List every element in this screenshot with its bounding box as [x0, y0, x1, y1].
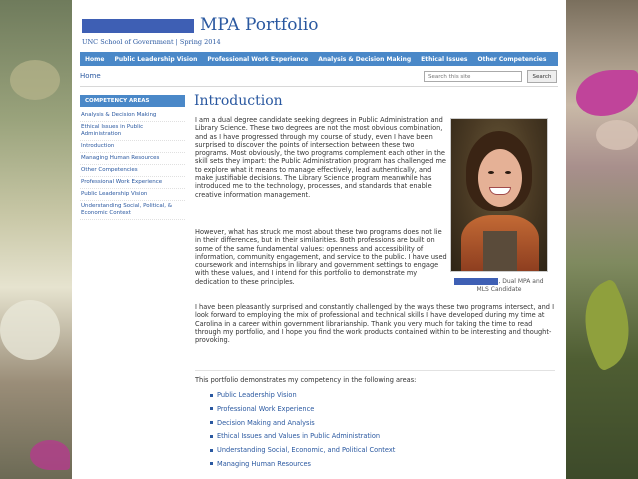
intro-paragraph: I am a dual degree candidate seeking degrees in Public Administration and Library Science. These two degrees are not the most obvious combination, and as I have progressed through my course of study, even I have been surprised to discover the points of intersection between these two programs. Most obviously, the two programs complement each other in the skill sets they impart: the Public Administration program has challenged me to explore what it means to manage effectively, lead authentically, and make justifiable decisions. The Library Science program meanwhile has introduced me to the technology, processes, and standards that enable creative information management.: [195, 116, 446, 199]
nav-professional-work-experience[interactable]: Professional Work Experience: [207, 55, 309, 63]
site-header: [82, 10, 556, 50]
photo-caption: [450, 278, 548, 293]
redacted-name: [82, 19, 194, 33]
redacted-name: [454, 278, 498, 285]
nav-home[interactable]: Home: [85, 55, 105, 63]
background-flower: [30, 440, 70, 470]
sidebar-item-public-leadership-vision[interactable]: Public Leadership Vision: [80, 189, 185, 201]
sidebar-item-other-competencies[interactable]: Other Competencies: [80, 165, 185, 177]
background-leaf: [567, 278, 638, 372]
search-button[interactable]: Search: [527, 70, 557, 83]
web-page: [72, 0, 566, 479]
list-item[interactable]: [210, 431, 395, 445]
nav-ethical-issues[interactable]: Ethical Issues: [421, 55, 468, 63]
list-item[interactable]: [210, 445, 395, 459]
breadcrumb[interactable]: Home: [80, 72, 101, 80]
sidebar-item-understanding-context[interactable]: Understanding Social, Political, & Economic Context: [80, 201, 185, 220]
areas-intro: This portfolio demonstrates my competency in the following areas:: [195, 376, 417, 384]
portrait-eye: [488, 171, 494, 174]
background-blur-shape: [0, 300, 60, 360]
sidebar-item-professional-work-experience[interactable]: Professional Work Experience: [80, 177, 185, 189]
list-item[interactable]: [210, 459, 395, 473]
portrait-eye: [505, 171, 511, 174]
caption-line-1: , Dual MPA and: [498, 278, 544, 285]
list-item[interactable]: [210, 404, 395, 418]
portrait-face: [478, 149, 522, 207]
competency-link[interactable]: Ethical Issues and Values in Public Administration: [217, 432, 381, 441]
portrait-shirt: [483, 231, 517, 272]
background-flower: [576, 70, 638, 116]
content-divider: [195, 370, 555, 371]
background-blur-shape: [10, 60, 60, 100]
portrait-photo: [450, 118, 548, 272]
intro-paragraph: I have been pleasantly surprised and constantly challenged by the ways these two programs intersect, and I look forward to employing the mix of professional and technical skills I have developed during my time at Carolina in a career within government librarianship. Thank you very much for taking the time to read through my portfolio, and I hope you find the work products contained within to be interesting and thought-provoking.: [195, 303, 555, 345]
bullet-icon: [210, 435, 213, 438]
nav-other-competencies[interactable]: Other Competencies: [477, 55, 547, 63]
bullet-icon: [210, 462, 213, 465]
sidebar-header: COMPETENCY AREAS: [80, 95, 185, 107]
sidebar-item-analysis-decision-making[interactable]: Analysis & Decision Making: [80, 110, 185, 122]
bullet-icon: [210, 407, 213, 410]
caption-line-2: MLS Candidate: [476, 285, 522, 293]
competency-link[interactable]: Decision Making and Analysis: [217, 418, 315, 427]
background-blur-shape: [596, 120, 638, 150]
bullet-icon: [210, 394, 213, 397]
main-navigation: [80, 52, 558, 66]
site-title[interactable]: MPA Portfolio: [200, 15, 319, 35]
sidebar-item-introduction[interactable]: Introduction: [80, 141, 185, 153]
sidebar-item-managing-human-resources[interactable]: Managing Human Resources: [80, 153, 185, 165]
nav-analysis-decision-making[interactable]: Analysis & Decision Making: [318, 55, 412, 63]
page-title: Introduction: [194, 93, 283, 109]
list-item[interactable]: [210, 418, 395, 432]
sidebar-item-ethical-issues[interactable]: Ethical Issues in Public Administration: [80, 122, 185, 141]
background-photo-left: [0, 0, 72, 479]
search-input[interactable]: [424, 71, 522, 82]
competency-link[interactable]: Professional Work Experience: [217, 404, 315, 413]
competency-link[interactable]: Public Leadership Vision: [217, 391, 297, 399]
bullet-icon: [210, 421, 213, 424]
intro-paragraph: However, what has struck me most about these two programs does not lie in their differences, but in their similarities. Both professions are built on some of the same fundamental values: openness and accessibility of information, community engagement, and service to the public. I have used coursework and internships in library and government settings to engage with these values, and I intend for this portfolio to demonstrate my dedication to these principles.: [195, 228, 447, 286]
site-subtitle: UNC School of Government | Spring 2014: [82, 38, 221, 46]
nav-public-leadership-vision[interactable]: Public Leadership Vision: [114, 55, 198, 63]
background-photo-right: [566, 0, 638, 479]
list-item[interactable]: [210, 390, 395, 404]
competency-link[interactable]: Managing Human Resources: [217, 459, 311, 468]
sidebar: [80, 95, 185, 220]
header-divider: [80, 86, 558, 87]
bullet-icon: [210, 449, 213, 452]
competency-list: [210, 390, 395, 473]
competency-link[interactable]: Understanding Social, Economic, and Political Context: [217, 446, 396, 455]
